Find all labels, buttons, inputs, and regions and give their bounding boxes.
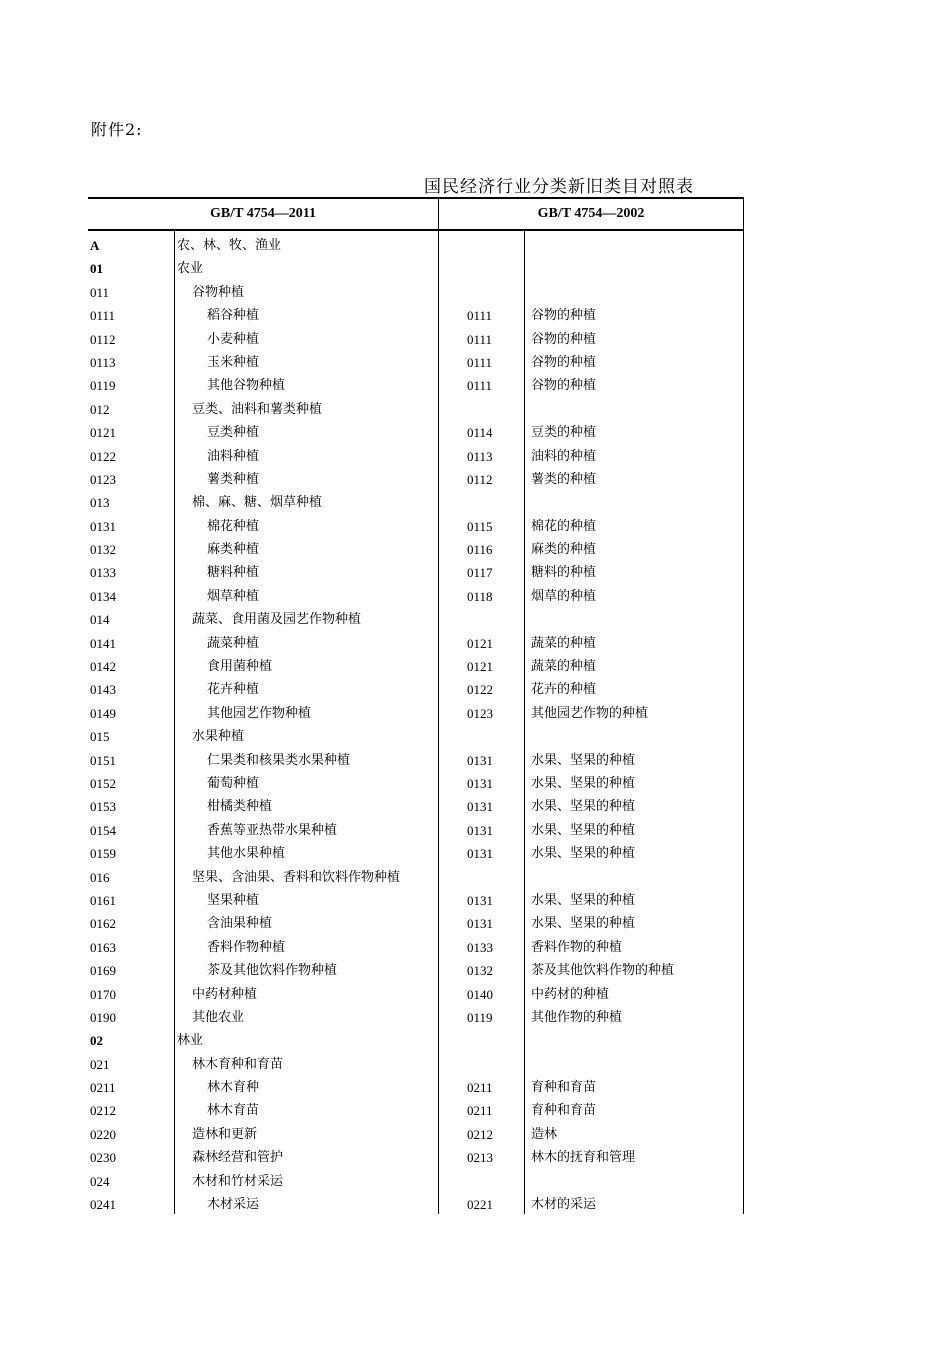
old-name-cell: 棉花的种植 [531, 518, 597, 534]
table-row [88, 257, 744, 280]
new-code-cell: 0121 [90, 425, 116, 441]
table-row [88, 819, 744, 842]
old-code-cell: 0131 [467, 775, 493, 791]
table-row [88, 772, 744, 795]
old-code-cell: 0115 [467, 518, 493, 534]
new-code-cell: 0163 [90, 939, 116, 955]
table-row [88, 491, 744, 514]
old-name-cell: 木材的采运 [531, 1197, 597, 1213]
new-name-cell: 水果种植 [192, 729, 245, 745]
comparison-table [88, 197, 744, 1214]
old-code-cell: 0123 [467, 705, 493, 721]
old-name-cell: 蔬菜的种植 [531, 659, 597, 675]
new-code-cell: 0241 [90, 1197, 116, 1213]
table-row [88, 1029, 744, 1052]
new-code-cell: 0169 [90, 963, 116, 979]
old-code-cell: 0131 [467, 752, 493, 768]
old-name-cell: 香料作物的种植 [531, 939, 623, 955]
new-name-cell: 豆类、油料和薯类种植 [192, 401, 323, 417]
old-name-cell: 水果、坚果的种植 [531, 775, 636, 791]
header-old-standard: GB/T 4754—2002 [537, 206, 645, 221]
new-name-cell: 稻谷种植 [207, 308, 260, 324]
new-name-cell: 林木育种 [207, 1080, 260, 1096]
new-code-cell: 011 [90, 284, 110, 300]
old-name-cell: 水果、坚果的种植 [531, 752, 636, 768]
old-code-cell: 0211 [467, 1103, 493, 1119]
table-row [88, 959, 744, 982]
new-name-cell: 香蕉等亚热带水果种植 [207, 822, 338, 838]
new-name-cell: 其他水果种植 [207, 846, 286, 862]
old-name-cell: 薯类的种植 [531, 471, 597, 487]
new-code-cell: 01 [90, 261, 103, 277]
old-name-cell: 谷物的种植 [531, 354, 597, 370]
attachment-label: 附件2: [91, 120, 143, 139]
new-name-cell: 造林和更新 [192, 1126, 258, 1142]
old-name-cell: 水果、坚果的种植 [531, 822, 636, 838]
new-name-cell: 薯类种植 [207, 471, 260, 487]
new-code-cell: 0212 [90, 1103, 116, 1119]
table-row [88, 304, 744, 327]
old-code-cell: 0121 [467, 659, 493, 675]
table-row [88, 866, 744, 889]
old-code-cell: 0213 [467, 1150, 493, 1166]
old-code-cell: 0131 [467, 799, 493, 815]
old-name-cell: 水果、坚果的种植 [531, 892, 636, 908]
old-name-cell: 谷物的种植 [531, 378, 597, 394]
table-row [88, 1170, 744, 1193]
old-code-cell: 0211 [467, 1080, 493, 1096]
new-name-cell: 豆类种植 [207, 425, 260, 441]
new-code-cell: 021 [90, 1056, 110, 1072]
old-code-cell: 0111 [467, 378, 493, 394]
new-name-cell: 柑橘类种植 [207, 799, 273, 815]
table-row [88, 608, 744, 631]
header-new-standard: GB/T 4754—2011 [210, 206, 316, 221]
old-name-cell: 花卉的种植 [531, 682, 597, 698]
new-name-cell: 仁果类和核果类水果种植 [207, 752, 351, 768]
table-row [88, 374, 744, 397]
new-code-cell: 0113 [90, 354, 116, 370]
table-row [88, 983, 744, 1006]
table-row [88, 421, 744, 444]
new-name-cell: 烟草种植 [207, 588, 260, 604]
table-row [88, 281, 744, 304]
old-name-cell: 油料的种植 [531, 448, 597, 464]
table-row [88, 795, 744, 818]
new-name-cell: 食用菌种植 [207, 659, 273, 675]
old-code-cell: 0113 [467, 448, 493, 464]
new-code-cell: 015 [90, 729, 110, 745]
new-code-cell: 0154 [90, 822, 116, 838]
new-name-cell: 蔬菜、食用菌及园艺作物种植 [192, 612, 362, 628]
new-name-cell: 坚果种植 [207, 892, 260, 908]
new-code-cell: 0161 [90, 892, 116, 908]
table-row [88, 936, 744, 959]
old-code-cell: 0131 [467, 846, 493, 862]
table-row [88, 1053, 744, 1076]
table-row [88, 445, 744, 468]
table-row [88, 1193, 744, 1216]
old-name-cell: 烟草的种植 [531, 588, 597, 604]
new-code-cell: 012 [90, 401, 110, 417]
old-name-cell: 育种和育苗 [531, 1103, 597, 1119]
old-name-cell: 糖料的种植 [531, 565, 597, 581]
new-code-cell: 014 [90, 612, 110, 628]
new-name-cell: 含油果种植 [207, 916, 273, 932]
new-code-cell: 0119 [90, 378, 116, 394]
old-code-cell: 0118 [467, 588, 493, 604]
new-code-cell: 013 [90, 495, 110, 511]
old-code-cell: 0131 [467, 916, 493, 932]
new-code-cell: 0151 [90, 752, 116, 768]
new-name-cell: 木材和竹材采运 [192, 1173, 284, 1189]
table-row [88, 632, 744, 655]
old-name-cell: 谷物的种植 [531, 331, 597, 347]
table-row [88, 538, 744, 561]
new-name-cell: 香料作物种植 [207, 939, 286, 955]
old-code-cell: 0212 [467, 1126, 493, 1142]
table-row [88, 1099, 744, 1122]
new-name-cell: 中药材种植 [192, 986, 258, 1002]
new-code-cell: 0220 [90, 1126, 116, 1142]
new-name-cell: 林业 [177, 1033, 204, 1049]
old-code-cell: 0121 [467, 635, 493, 651]
new-code-cell: 0152 [90, 775, 116, 791]
new-name-cell: 棉、麻、糖、烟草种植 [192, 495, 323, 511]
new-name-cell: 林木育苗 [207, 1103, 260, 1119]
old-code-cell: 0111 [467, 354, 493, 370]
old-code-cell: 0119 [467, 1009, 493, 1025]
new-name-cell: 油料种植 [207, 448, 260, 464]
new-code-cell: 024 [90, 1173, 110, 1189]
new-code-cell: 0134 [90, 588, 116, 604]
old-code-cell: 0133 [467, 939, 493, 955]
table-row [88, 678, 744, 701]
new-code-cell: 0170 [90, 986, 116, 1002]
old-code-cell: 0140 [467, 986, 493, 1002]
table-body [88, 234, 744, 1216]
table-row [88, 234, 744, 257]
new-name-cell: 糖料种植 [207, 565, 260, 581]
old-name-cell: 中药材的种植 [531, 986, 610, 1002]
table-row [88, 889, 744, 912]
new-code-cell: A [90, 238, 100, 253]
new-name-cell: 棉花种植 [207, 518, 260, 534]
old-name-cell: 其他园艺作物的种植 [531, 705, 649, 721]
table-row [88, 561, 744, 584]
new-name-cell: 其他谷物种植 [207, 378, 286, 394]
old-name-cell: 麻类的种植 [531, 542, 597, 558]
table-row [88, 468, 744, 491]
new-name-cell: 小麦种植 [207, 331, 260, 347]
new-code-cell: 0162 [90, 916, 116, 932]
old-name-cell: 育种和育苗 [531, 1080, 597, 1096]
new-code-cell: 0131 [90, 518, 116, 534]
new-name-cell: 玉米种植 [207, 354, 260, 370]
new-name-cell: 森林经营和管护 [192, 1150, 284, 1166]
old-code-cell: 0221 [467, 1197, 493, 1213]
new-code-cell: 0122 [90, 448, 116, 464]
new-name-cell: 其他农业 [192, 1009, 245, 1025]
table-row [88, 655, 744, 678]
old-code-cell: 0111 [467, 308, 493, 324]
old-name-cell: 豆类的种植 [531, 425, 597, 441]
table-row [88, 912, 744, 935]
new-code-cell: 0159 [90, 846, 116, 862]
new-code-cell: 0153 [90, 799, 116, 815]
new-code-cell: 0142 [90, 659, 116, 675]
table-row [88, 515, 744, 538]
new-name-cell: 葡萄种植 [207, 775, 260, 791]
old-code-cell: 0131 [467, 892, 493, 908]
old-code-cell: 0112 [467, 471, 493, 487]
new-code-cell: 016 [90, 869, 110, 885]
table-row [88, 585, 744, 608]
new-name-cell: 茶及其他饮料作物种植 [207, 963, 338, 979]
table-row [88, 702, 744, 725]
new-name-cell: 林木育种和育苗 [192, 1056, 284, 1072]
old-code-cell: 0114 [467, 425, 493, 441]
old-code-cell: 0122 [467, 682, 493, 698]
new-code-cell: 0111 [90, 308, 116, 324]
new-code-cell: 0230 [90, 1150, 116, 1166]
table-row [88, 1006, 744, 1029]
table-title: 国民经济行业分类新旧类目对照表 [424, 177, 694, 197]
old-name-cell: 造林 [531, 1126, 558, 1142]
old-code-cell: 0117 [467, 565, 493, 581]
table-row [88, 725, 744, 748]
new-code-cell: 0141 [90, 635, 116, 651]
new-code-cell: 0149 [90, 705, 116, 721]
table-row [88, 328, 744, 351]
new-name-cell: 谷物种植 [192, 284, 245, 300]
new-code-cell: 0190 [90, 1009, 116, 1025]
new-name-cell: 蔬菜种植 [207, 635, 260, 651]
new-code-cell: 0112 [90, 331, 116, 347]
new-name-cell: 坚果、含油果、香料和饮料作物种植 [192, 869, 401, 885]
new-code-cell: 02 [90, 1033, 103, 1049]
new-code-cell: 0132 [90, 542, 116, 558]
old-code-cell: 0132 [467, 963, 493, 979]
table-row [88, 1123, 744, 1146]
new-name-cell: 麻类种植 [207, 542, 260, 558]
table-row [88, 351, 744, 374]
old-code-cell: 0116 [467, 542, 493, 558]
new-code-cell: 0133 [90, 565, 116, 581]
new-code-cell: 0123 [90, 471, 116, 487]
old-name-cell: 林木的抚育和管理 [531, 1150, 636, 1166]
new-name-cell: 农业 [177, 261, 204, 277]
old-name-cell: 水果、坚果的种植 [531, 916, 636, 932]
new-code-cell: 0143 [90, 682, 116, 698]
old-name-cell: 茶及其他饮料作物的种植 [531, 963, 675, 979]
old-name-cell: 水果、坚果的种植 [531, 799, 636, 815]
table-row [88, 1146, 744, 1169]
old-name-cell: 水果、坚果的种植 [531, 846, 636, 862]
old-name-cell: 谷物的种植 [531, 308, 597, 324]
table-row [88, 1076, 744, 1099]
new-name-cell: 农、林、牧、渔业 [177, 238, 282, 253]
new-name-cell: 花卉种植 [207, 682, 260, 698]
table-row [88, 749, 744, 772]
table-row [88, 398, 744, 421]
new-name-cell: 木材采运 [207, 1197, 260, 1213]
old-name-cell: 其他作物的种植 [531, 1009, 623, 1025]
old-code-cell: 0131 [467, 822, 493, 838]
old-name-cell: 蔬菜的种植 [531, 635, 597, 651]
new-name-cell: 其他园艺作物种植 [207, 705, 312, 721]
table-row [88, 842, 744, 865]
old-code-cell: 0111 [467, 331, 493, 347]
new-code-cell: 0211 [90, 1080, 116, 1096]
